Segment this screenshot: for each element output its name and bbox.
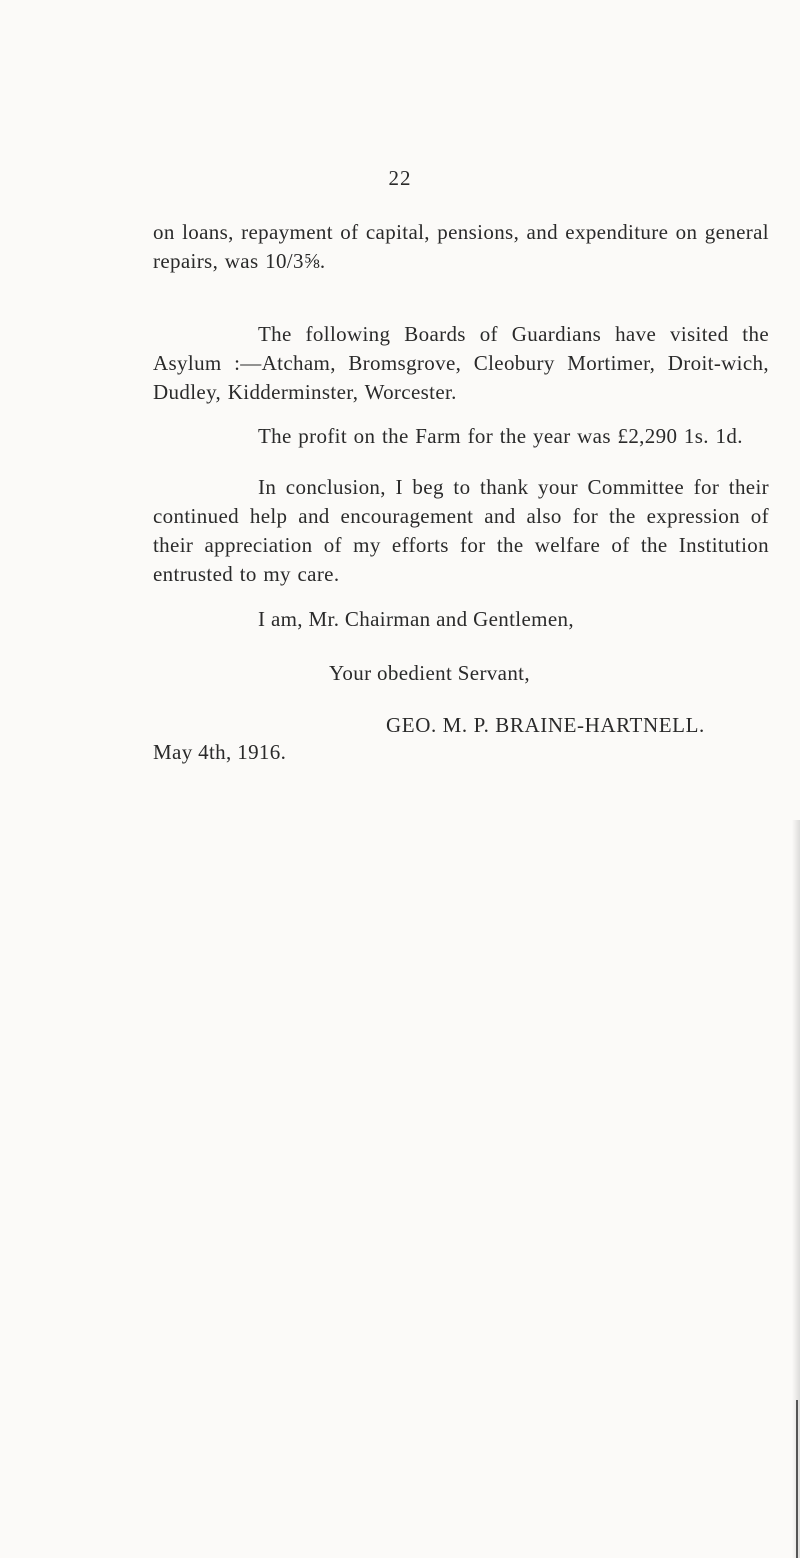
paragraph-farm-profit: The profit on the Farm for the year was £2,290 1s. 1d. xyxy=(258,424,743,448)
paragraph-conclusion: In conclusion, I beg to thank your Committee for their continued help and encouragement and also for the expression of their appreciation of my efforts for the welfare of the Institution entrusted to my care. xyxy=(153,475,769,586)
closing-complimentary: Your obedient Servant, xyxy=(329,661,530,685)
page-edge-line xyxy=(796,1400,798,1558)
closing-salutation: I am, Mr. Chairman and Gentlemen, xyxy=(258,607,574,631)
paragraph-expenditure: on loans, repayment of capital, pensions, and expenditure on general repairs, was 10/3⅝. xyxy=(153,220,769,273)
signature: GEO. M. P. BRAINE-HARTNELL. xyxy=(386,713,705,737)
letter-date: May 4th, 1916. xyxy=(153,740,287,764)
paragraph-boards-of-guardians: The following Boards of Guardians have visited the Asylum :—Atcham, Bromsgrove, Cleobury Mortimer, Droit-wich, Dudley, Kidderminster, Worcester. xyxy=(153,322,769,404)
page-number: 22 xyxy=(388,166,412,190)
